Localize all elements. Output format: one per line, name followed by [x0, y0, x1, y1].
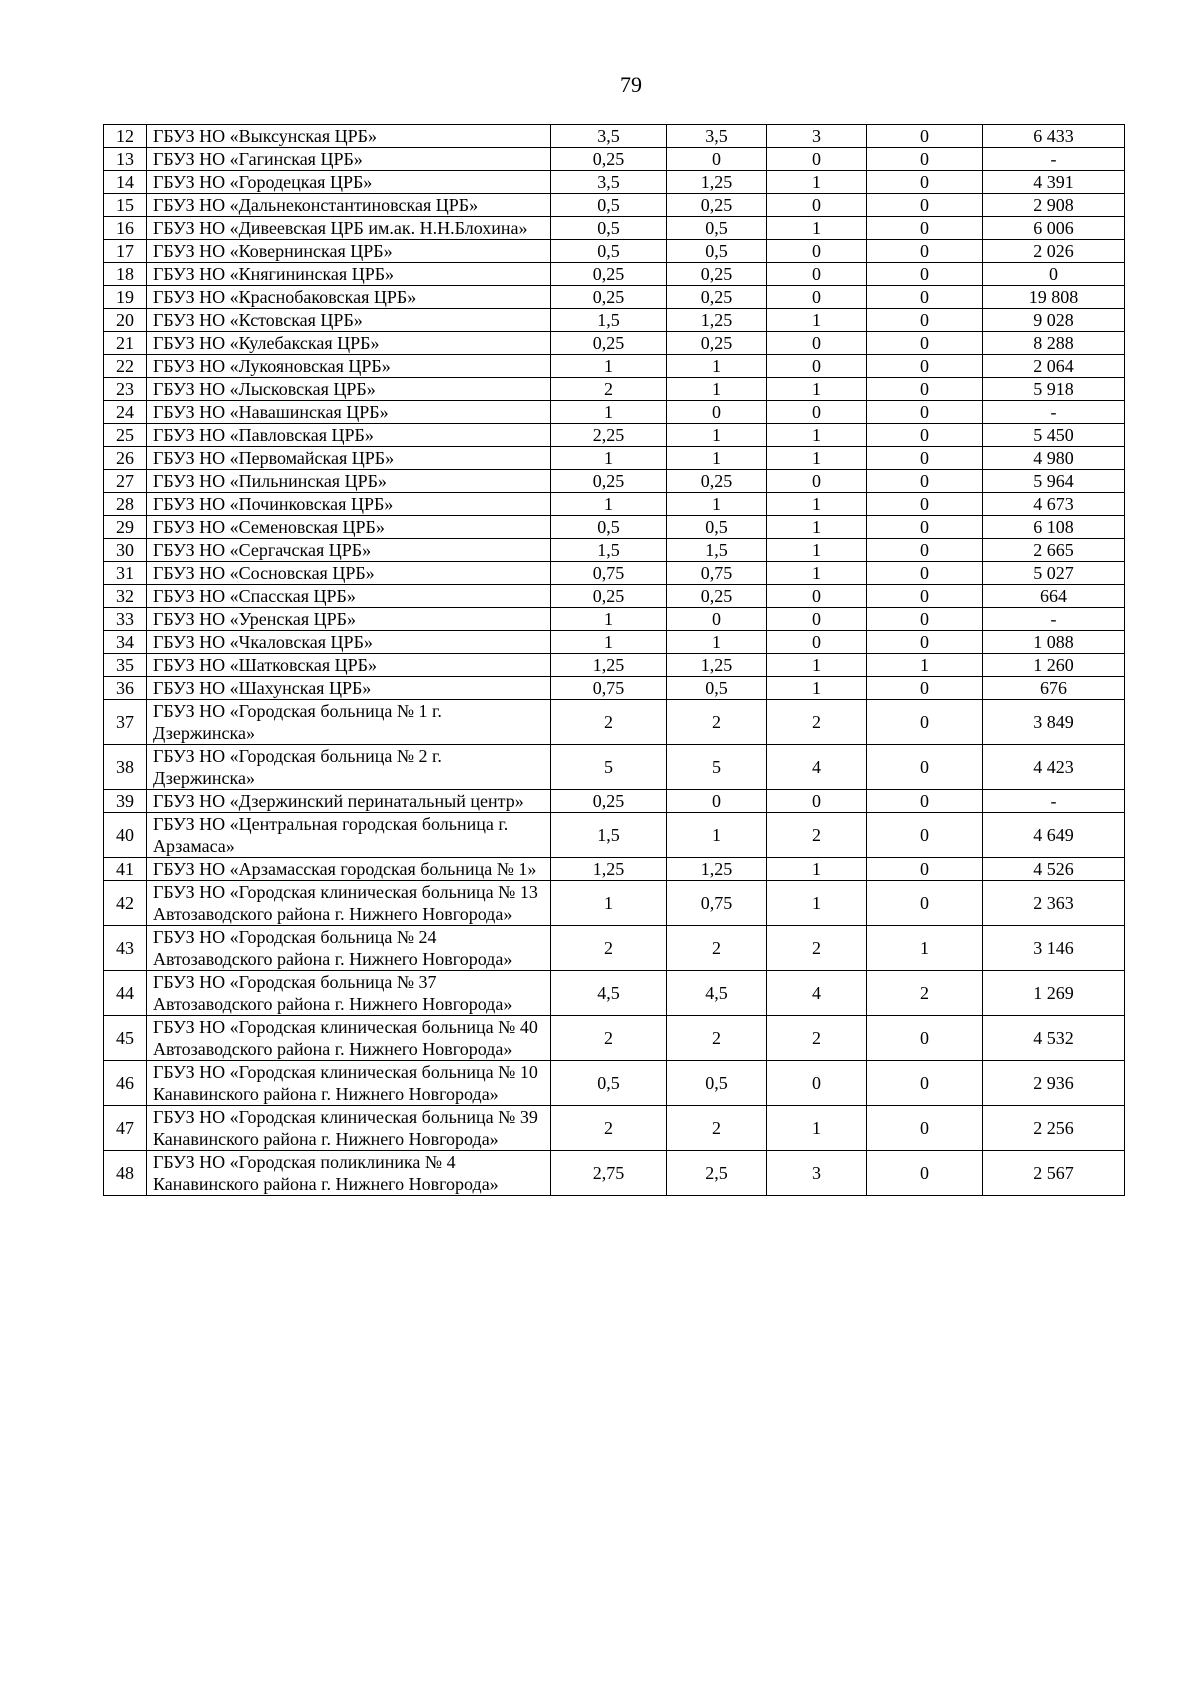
value-cell-1: 1: [551, 493, 667, 516]
table-row: [104, 654, 1125, 677]
value-cell-4: 0: [867, 700, 983, 745]
institution-name-cell: ГБУЗ НО «Ковернинская ЦРБ»: [147, 240, 551, 263]
value-cell-1: 2,75: [551, 1151, 667, 1196]
value-cell-3: 4: [767, 971, 867, 1016]
row-number-cell: 25: [104, 424, 147, 447]
table-row: [104, 971, 1125, 1016]
value-cell-2: 0: [667, 790, 767, 813]
institution-name-cell: ГБУЗ НО «Навашинская ЦРБ»: [147, 401, 551, 424]
value-cell-2: 0,25: [667, 332, 767, 355]
value-cell-1: 0,5: [551, 240, 667, 263]
institution-name-cell: ГБУЗ НО «Семеновская ЦРБ»: [147, 516, 551, 539]
value-cell-1: 2,25: [551, 424, 667, 447]
institution-name-cell: ГБУЗ НО «Сергачская ЦРБ»: [147, 539, 551, 562]
value-cell-1: 0,75: [551, 562, 667, 585]
value-cell-1: 5: [551, 745, 667, 790]
value-cell-5: 2 363: [983, 881, 1125, 926]
value-cell-4: 1: [867, 654, 983, 677]
table-row: [104, 700, 1125, 745]
institution-name-cell: ГБУЗ НО «Городская клиническая больница № 39 Канавинского района г. Нижнего Новгорода»: [147, 1106, 551, 1151]
row-number-cell: 44: [104, 971, 147, 1016]
value-cell-1: 1,25: [551, 858, 667, 881]
value-cell-4: 0: [867, 1106, 983, 1151]
value-cell-3: 0: [767, 401, 867, 424]
value-cell-5: 6 433: [983, 125, 1125, 148]
value-cell-3: 0: [767, 194, 867, 217]
value-cell-5: 4 532: [983, 1016, 1125, 1061]
table-row: [104, 401, 1125, 424]
value-cell-3: 0: [767, 240, 867, 263]
table-row: [104, 1061, 1125, 1106]
value-cell-5: 19 808: [983, 286, 1125, 309]
institution-name-cell: ГБУЗ НО «Лысковская ЦРБ»: [147, 378, 551, 401]
institution-name-cell: ГБУЗ НО «Городецкая ЦРБ»: [147, 171, 551, 194]
institution-name-cell: ГБУЗ НО «Городская больница № 2 г. Дзержинска»: [147, 745, 551, 790]
institution-name-cell: ГБУЗ НО «Выксунская ЦРБ»: [147, 125, 551, 148]
data-table: [103, 124, 1125, 1196]
value-cell-3: 0: [767, 148, 867, 171]
value-cell-2: 2: [667, 926, 767, 971]
institution-name-cell: ГБУЗ НО «Городская клиническая больница № 40 Автозаводского района г. Нижнего Новгорода»: [147, 1016, 551, 1061]
value-cell-5: 4 526: [983, 858, 1125, 881]
value-cell-5: -: [983, 790, 1125, 813]
value-cell-3: 1: [767, 858, 867, 881]
value-cell-2: 2: [667, 700, 767, 745]
row-number-cell: 18: [104, 263, 147, 286]
value-cell-1: 1: [551, 447, 667, 470]
row-number-cell: 26: [104, 447, 147, 470]
value-cell-4: 0: [867, 631, 983, 654]
value-cell-4: 0: [867, 790, 983, 813]
table-row: [104, 309, 1125, 332]
institution-name-cell: ГБУЗ НО «Павловская ЦРБ»: [147, 424, 551, 447]
value-cell-5: 6 108: [983, 516, 1125, 539]
row-number-cell: 24: [104, 401, 147, 424]
value-cell-1: 1,5: [551, 309, 667, 332]
table-row: [104, 286, 1125, 309]
value-cell-4: 0: [867, 125, 983, 148]
value-cell-1: 2: [551, 926, 667, 971]
value-cell-5: -: [983, 608, 1125, 631]
row-number-cell: 47: [104, 1106, 147, 1151]
table-row: [104, 926, 1125, 971]
value-cell-2: 1: [667, 493, 767, 516]
value-cell-1: 2: [551, 1016, 667, 1061]
value-cell-5: -: [983, 148, 1125, 171]
value-cell-4: 0: [867, 1151, 983, 1196]
table-row: [104, 539, 1125, 562]
value-cell-2: 1,25: [667, 654, 767, 677]
value-cell-3: 1: [767, 539, 867, 562]
value-cell-5: 1 088: [983, 631, 1125, 654]
value-cell-1: 0,25: [551, 263, 667, 286]
value-cell-2: 1,5: [667, 539, 767, 562]
institution-name-cell: ГБУЗ НО «Городская клиническая больница № 10 Канавинского района г. Нижнего Новгорода»: [147, 1061, 551, 1106]
value-cell-4: 0: [867, 516, 983, 539]
value-cell-2: 1: [667, 378, 767, 401]
value-cell-2: 0,5: [667, 516, 767, 539]
row-number-cell: 35: [104, 654, 147, 677]
table-row: [104, 1106, 1125, 1151]
value-cell-1: 3,5: [551, 171, 667, 194]
page-number: 79: [620, 72, 642, 97]
value-cell-2: 2: [667, 1016, 767, 1061]
value-cell-1: 1: [551, 401, 667, 424]
value-cell-2: 1: [667, 424, 767, 447]
table-row: [104, 125, 1125, 148]
value-cell-5: 1 269: [983, 971, 1125, 1016]
value-cell-5: 2 026: [983, 240, 1125, 263]
table-row: [104, 745, 1125, 790]
value-cell-3: 0: [767, 332, 867, 355]
table-row: [104, 332, 1125, 355]
value-cell-4: 0: [867, 401, 983, 424]
table-row: [104, 171, 1125, 194]
institution-name-cell: ГБУЗ НО «Дивеевская ЦРБ им.ак. Н.Н.Блохина»: [147, 217, 551, 240]
institution-name-cell: ГБУЗ НО «Лукояновская ЦРБ»: [147, 355, 551, 378]
row-number-cell: 21: [104, 332, 147, 355]
value-cell-2: 0,25: [667, 470, 767, 493]
value-cell-3: 3: [767, 1151, 867, 1196]
value-cell-3: 0: [767, 790, 867, 813]
value-cell-3: 1: [767, 654, 867, 677]
institution-name-cell: ГБУЗ НО «Первомайская ЦРБ»: [147, 447, 551, 470]
value-cell-4: 1: [867, 926, 983, 971]
value-cell-4: 0: [867, 585, 983, 608]
row-number-cell: 43: [104, 926, 147, 971]
value-cell-1: 2: [551, 700, 667, 745]
table-row: [104, 378, 1125, 401]
value-cell-5: 6 006: [983, 217, 1125, 240]
row-number-cell: 34: [104, 631, 147, 654]
value-cell-2: 1,25: [667, 171, 767, 194]
value-cell-3: 1: [767, 447, 867, 470]
value-cell-3: 0: [767, 1061, 867, 1106]
value-cell-1: 1,5: [551, 813, 667, 858]
value-cell-3: 1: [767, 171, 867, 194]
value-cell-3: 1: [767, 677, 867, 700]
value-cell-1: 0,25: [551, 790, 667, 813]
value-cell-4: 0: [867, 171, 983, 194]
value-cell-1: 0,25: [551, 585, 667, 608]
row-number-cell: 32: [104, 585, 147, 608]
table-row: [104, 677, 1125, 700]
table-row: [104, 790, 1125, 813]
value-cell-1: 1: [551, 608, 667, 631]
row-number-cell: 45: [104, 1016, 147, 1061]
value-cell-4: 0: [867, 424, 983, 447]
value-cell-3: 1: [767, 881, 867, 926]
value-cell-1: 3,5: [551, 125, 667, 148]
row-number-cell: 39: [104, 790, 147, 813]
institution-name-cell: ГБУЗ НО «Центральная городская больница г. Арзамаса»: [147, 813, 551, 858]
value-cell-1: 0,25: [551, 286, 667, 309]
value-cell-3: 0: [767, 608, 867, 631]
institution-name-cell: ГБУЗ НО «Шахунская ЦРБ»: [147, 677, 551, 700]
institution-name-cell: ГБУЗ НО «Пильнинская ЦРБ»: [147, 470, 551, 493]
value-cell-2: 0,25: [667, 263, 767, 286]
value-cell-1: 1,25: [551, 654, 667, 677]
value-cell-5: 4 391: [983, 171, 1125, 194]
value-cell-5: 3 849: [983, 700, 1125, 745]
value-cell-1: 0,5: [551, 194, 667, 217]
value-cell-1: 1: [551, 631, 667, 654]
institution-name-cell: ГБУЗ НО «Княгининская ЦРБ»: [147, 263, 551, 286]
value-cell-3: 0: [767, 263, 867, 286]
table-row: [104, 194, 1125, 217]
value-cell-2: 4,5: [667, 971, 767, 1016]
value-cell-2: 0,5: [667, 677, 767, 700]
value-cell-3: 2: [767, 926, 867, 971]
value-cell-2: 1,25: [667, 309, 767, 332]
value-cell-4: 0: [867, 539, 983, 562]
value-cell-2: 0,5: [667, 217, 767, 240]
value-cell-4: 0: [867, 1061, 983, 1106]
table-row: [104, 493, 1125, 516]
row-number-cell: 36: [104, 677, 147, 700]
institution-name-cell: ГБУЗ НО «Починковская ЦРБ»: [147, 493, 551, 516]
value-cell-5: 2 936: [983, 1061, 1125, 1106]
value-cell-3: 1: [767, 493, 867, 516]
value-cell-3: 1: [767, 1106, 867, 1151]
table-row: [104, 148, 1125, 171]
value-cell-4: 0: [867, 378, 983, 401]
row-number-cell: 40: [104, 813, 147, 858]
value-cell-4: 0: [867, 194, 983, 217]
value-cell-5: 4 673: [983, 493, 1125, 516]
value-cell-2: 2: [667, 1106, 767, 1151]
table-row: [104, 516, 1125, 539]
value-cell-5: 4 423: [983, 745, 1125, 790]
value-cell-1: 0,25: [551, 148, 667, 171]
value-cell-3: 1: [767, 562, 867, 585]
value-cell-3: 2: [767, 813, 867, 858]
institution-name-cell: ГБУЗ НО «Спасская ЦРБ»: [147, 585, 551, 608]
table-row: [104, 608, 1125, 631]
value-cell-5: 9 028: [983, 309, 1125, 332]
value-cell-2: 2,5: [667, 1151, 767, 1196]
row-number-cell: 28: [104, 493, 147, 516]
value-cell-1: 4,5: [551, 971, 667, 1016]
institution-name-cell: ГБУЗ НО «Уренская ЦРБ»: [147, 608, 551, 631]
table-row: [104, 447, 1125, 470]
value-cell-5: -: [983, 401, 1125, 424]
table-row: [104, 240, 1125, 263]
value-cell-4: 0: [867, 447, 983, 470]
value-cell-5: 2 665: [983, 539, 1125, 562]
value-cell-3: 4: [767, 745, 867, 790]
value-cell-1: 0,75: [551, 677, 667, 700]
value-cell-1: 1: [551, 881, 667, 926]
value-cell-2: 0,75: [667, 562, 767, 585]
value-cell-4: 2: [867, 971, 983, 1016]
table-row: [104, 813, 1125, 858]
row-number-cell: 19: [104, 286, 147, 309]
value-cell-5: 8 288: [983, 332, 1125, 355]
value-cell-3: 0: [767, 286, 867, 309]
value-cell-2: 0,25: [667, 585, 767, 608]
value-cell-3: 2: [767, 700, 867, 745]
row-number-cell: 30: [104, 539, 147, 562]
value-cell-4: 0: [867, 332, 983, 355]
value-cell-2: 0,25: [667, 286, 767, 309]
value-cell-5: 4 980: [983, 447, 1125, 470]
value-cell-3: 1: [767, 516, 867, 539]
value-cell-5: 2 064: [983, 355, 1125, 378]
row-number-cell: 15: [104, 194, 147, 217]
institution-name-cell: ГБУЗ НО «Дальнеконстантиновская ЦРБ»: [147, 194, 551, 217]
row-number-cell: 31: [104, 562, 147, 585]
value-cell-2: 0: [667, 401, 767, 424]
row-number-cell: 41: [104, 858, 147, 881]
value-cell-2: 0,5: [667, 240, 767, 263]
value-cell-1: 0,5: [551, 217, 667, 240]
institution-name-cell: ГБУЗ НО «Арзамасская городская больница № 1»: [147, 858, 551, 881]
value-cell-2: 1: [667, 631, 767, 654]
institution-name-cell: ГБУЗ НО «Городская больница № 24 Автозаводского района г. Нижнего Новгорода»: [147, 926, 551, 971]
value-cell-4: 0: [867, 813, 983, 858]
value-cell-4: 0: [867, 309, 983, 332]
institution-name-cell: ГБУЗ НО «Дзержинский перинатальный центр»: [147, 790, 551, 813]
value-cell-2: 0,5: [667, 1061, 767, 1106]
value-cell-4: 0: [867, 470, 983, 493]
value-cell-3: 0: [767, 585, 867, 608]
row-number-cell: 48: [104, 1151, 147, 1196]
row-number-cell: 42: [104, 881, 147, 926]
institution-name-cell: ГБУЗ НО «Чкаловская ЦРБ»: [147, 631, 551, 654]
table-row: [104, 585, 1125, 608]
row-number-cell: 16: [104, 217, 147, 240]
value-cell-2: 0,75: [667, 881, 767, 926]
row-number-cell: 46: [104, 1061, 147, 1106]
table-body: [104, 125, 1125, 1196]
row-number-cell: 13: [104, 148, 147, 171]
value-cell-3: 0: [767, 355, 867, 378]
value-cell-1: 1,5: [551, 539, 667, 562]
institution-name-cell: ГБУЗ НО «Шатковская ЦРБ»: [147, 654, 551, 677]
value-cell-5: 664: [983, 585, 1125, 608]
row-number-cell: 37: [104, 700, 147, 745]
value-cell-4: 0: [867, 240, 983, 263]
value-cell-4: 0: [867, 286, 983, 309]
value-cell-5: 2 567: [983, 1151, 1125, 1196]
value-cell-2: 1: [667, 447, 767, 470]
value-cell-5: 5 918: [983, 378, 1125, 401]
row-number-cell: 33: [104, 608, 147, 631]
table-row: [104, 1151, 1125, 1196]
table-row: [104, 355, 1125, 378]
table-row: [104, 562, 1125, 585]
row-number-cell: 14: [104, 171, 147, 194]
table-row: [104, 263, 1125, 286]
value-cell-5: 2 908: [983, 194, 1125, 217]
value-cell-5: 5 027: [983, 562, 1125, 585]
value-cell-1: 0,25: [551, 470, 667, 493]
institution-name-cell: ГБУЗ НО «Городская больница № 37 Автозаводского района г. Нижнего Новгорода»: [147, 971, 551, 1016]
value-cell-3: 3: [767, 125, 867, 148]
institution-name-cell: ГБУЗ НО «Кулебакская ЦРБ»: [147, 332, 551, 355]
value-cell-4: 0: [867, 355, 983, 378]
value-cell-3: 1: [767, 378, 867, 401]
value-cell-2: 1,25: [667, 858, 767, 881]
institution-name-cell: ГБУЗ НО «Городская поликлиника № 4 Канавинского района г. Нижнего Новгорода»: [147, 1151, 551, 1196]
value-cell-1: 1: [551, 355, 667, 378]
institution-name-cell: ГБУЗ НО «Гагинская ЦРБ»: [147, 148, 551, 171]
value-cell-2: 0,25: [667, 194, 767, 217]
row-number-cell: 20: [104, 309, 147, 332]
institution-name-cell: ГБУЗ НО «Сосновская ЦРБ»: [147, 562, 551, 585]
value-cell-4: 0: [867, 493, 983, 516]
value-cell-4: 0: [867, 217, 983, 240]
value-cell-5: 0: [983, 263, 1125, 286]
value-cell-3: 0: [767, 470, 867, 493]
table-row: [104, 424, 1125, 447]
table-row: [104, 1016, 1125, 1061]
value-cell-4: 0: [867, 881, 983, 926]
value-cell-2: 0: [667, 148, 767, 171]
value-cell-1: 2: [551, 1106, 667, 1151]
table-row: [104, 217, 1125, 240]
value-cell-5: 4 649: [983, 813, 1125, 858]
institution-name-cell: ГБУЗ НО «Городская клиническая больница № 13 Автозаводского района г. Нижнего Новгорода»: [147, 881, 551, 926]
value-cell-5: 2 256: [983, 1106, 1125, 1151]
value-cell-2: 5: [667, 745, 767, 790]
row-number-cell: 23: [104, 378, 147, 401]
institution-name-cell: ГБУЗ НО «Городская больница № 1 г. Дзержинска»: [147, 700, 551, 745]
value-cell-3: 1: [767, 217, 867, 240]
value-cell-3: 0: [767, 631, 867, 654]
value-cell-2: 1: [667, 813, 767, 858]
institution-name-cell: ГБУЗ НО «Краснобаковская ЦРБ»: [147, 286, 551, 309]
row-number-cell: 29: [104, 516, 147, 539]
value-cell-2: 0: [667, 608, 767, 631]
value-cell-3: 2: [767, 1016, 867, 1061]
row-number-cell: 22: [104, 355, 147, 378]
row-number-cell: 12: [104, 125, 147, 148]
value-cell-5: 1 260: [983, 654, 1125, 677]
value-cell-2: 3,5: [667, 125, 767, 148]
value-cell-1: 0,5: [551, 516, 667, 539]
row-number-cell: 38: [104, 745, 147, 790]
value-cell-4: 0: [867, 148, 983, 171]
value-cell-1: 2: [551, 378, 667, 401]
value-cell-5: 676: [983, 677, 1125, 700]
value-cell-5: 5 964: [983, 470, 1125, 493]
table-row: [104, 881, 1125, 926]
value-cell-3: 1: [767, 424, 867, 447]
table-row: [104, 631, 1125, 654]
value-cell-4: 0: [867, 608, 983, 631]
table-row: [104, 470, 1125, 493]
institution-name-cell: ГБУЗ НО «Кстовская ЦРБ»: [147, 309, 551, 332]
value-cell-4: 0: [867, 858, 983, 881]
value-cell-4: 0: [867, 562, 983, 585]
value-cell-4: 0: [867, 745, 983, 790]
row-number-cell: 17: [104, 240, 147, 263]
value-cell-1: 0,5: [551, 1061, 667, 1106]
value-cell-1: 0,25: [551, 332, 667, 355]
value-cell-3: 1: [767, 309, 867, 332]
row-number-cell: 27: [104, 470, 147, 493]
value-cell-4: 0: [867, 677, 983, 700]
value-cell-4: 0: [867, 1016, 983, 1061]
table-row: [104, 858, 1125, 881]
value-cell-5: 5 450: [983, 424, 1125, 447]
value-cell-4: 0: [867, 263, 983, 286]
value-cell-2: 1: [667, 355, 767, 378]
value-cell-5: 3 146: [983, 926, 1125, 971]
